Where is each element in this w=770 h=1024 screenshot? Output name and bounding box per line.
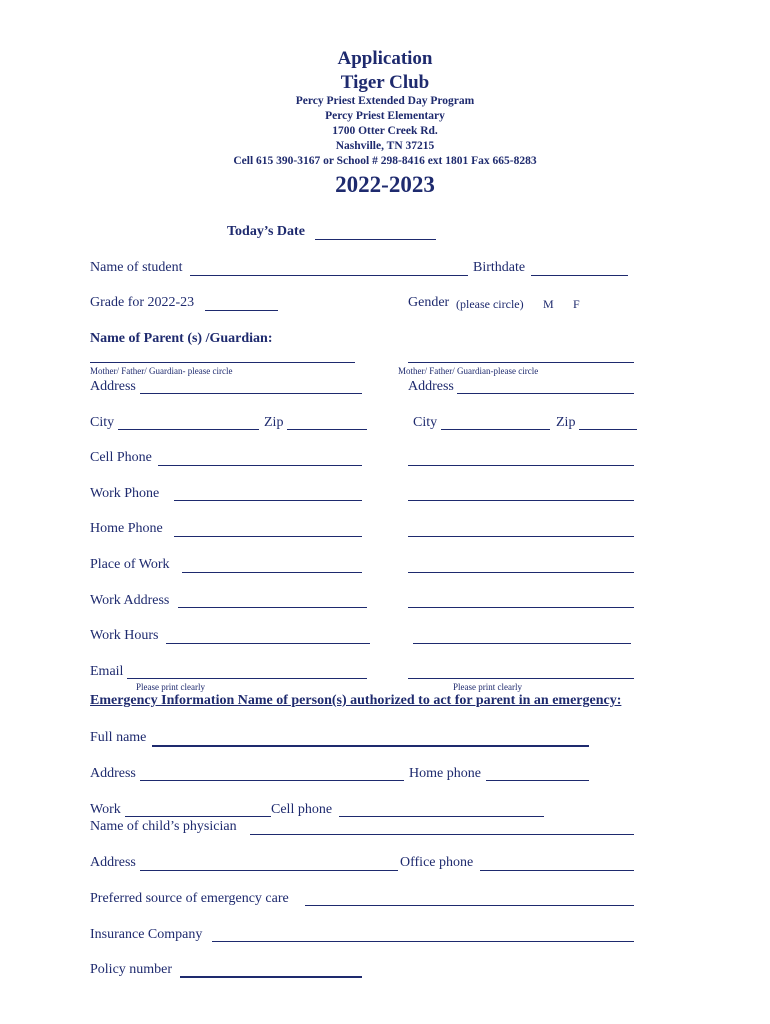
emergency-cell-phone-line[interactable] xyxy=(339,816,544,817)
parent1-work-address-label: Work Address xyxy=(90,593,170,608)
grade-label: Grade for 2022-23 xyxy=(90,295,195,310)
parent2-name-line[interactable] xyxy=(408,362,634,363)
parents-heading: Name of Parent (s) /Guardian: xyxy=(90,331,273,346)
todays-date-line[interactable] xyxy=(315,239,436,240)
insurance-label: Insurance Company xyxy=(90,927,203,942)
emergency-address-line[interactable] xyxy=(140,780,404,781)
emergency-heading: Emergency Information Name of person(s) authorized to act for parent in an emergency: xyxy=(90,693,622,708)
parent2-address-line[interactable] xyxy=(457,393,634,394)
parent2-zip-line[interactable] xyxy=(579,429,637,430)
parent1-city-line[interactable] xyxy=(118,429,259,430)
parent1-place-of-work-label: Place of Work xyxy=(90,557,170,572)
parent1-email-line[interactable] xyxy=(127,678,367,679)
parent1-work-hours-label: Work Hours xyxy=(90,628,159,643)
birthdate-label: Birthdate xyxy=(473,260,526,275)
office-phone-label: Office phone xyxy=(400,855,474,870)
parent2-city-line[interactable] xyxy=(441,429,550,430)
school-year: 2022-2023 xyxy=(335,172,435,197)
todays-date-label: Today’s Date xyxy=(227,224,305,239)
parent1-address-label: Address xyxy=(90,379,136,394)
physician-label: Name of child’s physician xyxy=(90,819,237,834)
policy-number-label: Policy number xyxy=(90,962,173,977)
emergency-cell-phone-label: Cell phone xyxy=(271,802,333,817)
emergency-address-label: Address xyxy=(90,766,136,781)
parent1-work-phone-label: Work Phone xyxy=(90,486,160,501)
gender-note: (please circle) xyxy=(456,297,524,311)
emergency-full-name-label: Full name xyxy=(90,730,147,745)
insurance-line[interactable] xyxy=(212,941,634,942)
parent2-email-line[interactable] xyxy=(408,678,634,679)
emergency-work-label: Work xyxy=(90,802,121,817)
student-name-label: Name of student xyxy=(90,260,183,275)
grade-line[interactable] xyxy=(205,310,278,311)
program-name: Percy Priest Extended Day Program xyxy=(295,95,475,107)
parent1-city-label: City xyxy=(90,415,115,430)
parent2-home-phone-line[interactable] xyxy=(408,536,634,537)
parent2-cell-phone-line[interactable] xyxy=(408,465,634,466)
parent1-home-phone-label: Home Phone xyxy=(90,521,163,536)
gender-label: Gender xyxy=(408,295,450,310)
gender-option-m[interactable]: M xyxy=(543,297,554,311)
emergency-work-line[interactable] xyxy=(125,816,271,817)
school-street: 1700 Otter Creek Rd. xyxy=(332,125,438,137)
parent1-zip-label: Zip xyxy=(264,415,284,430)
title-tiger-club: Tiger Club xyxy=(340,72,430,93)
parent2-place-of-work-line[interactable] xyxy=(408,572,634,573)
parent2-work-phone-line[interactable] xyxy=(408,500,634,501)
title-application: Application xyxy=(337,48,433,69)
emergency-home-phone-line[interactable] xyxy=(486,780,589,781)
parent1-cell-phone-label: Cell Phone xyxy=(90,450,152,465)
parent1-address-line[interactable] xyxy=(140,393,362,394)
policy-number-line[interactable] xyxy=(180,976,362,978)
parent1-print-note: Please print clearly xyxy=(136,682,205,692)
parent2-relation-note: Mother/ Father/ Guardian-please circle xyxy=(398,366,539,376)
emergency-care-line[interactable] xyxy=(305,905,634,906)
parent1-relation-note: Mother/ Father/ Guardian- please circle xyxy=(90,366,233,376)
parent1-cell-phone-line[interactable] xyxy=(158,465,362,466)
physician-line[interactable] xyxy=(250,834,634,835)
gender-option-f[interactable]: F xyxy=(573,297,580,311)
office-phone-line[interactable] xyxy=(480,870,634,871)
school-name: Percy Priest Elementary xyxy=(325,110,445,122)
physician-address-line[interactable] xyxy=(140,870,398,871)
parent1-work-phone-line[interactable] xyxy=(174,500,362,501)
parent2-address-label: Address xyxy=(408,379,454,394)
student-name-line[interactable] xyxy=(190,275,468,276)
birthdate-line[interactable] xyxy=(531,275,628,276)
physician-address-label: Address xyxy=(90,855,136,870)
parent2-city-label: City xyxy=(413,415,438,430)
emergency-care-label: Preferred source of emergency care xyxy=(90,891,289,906)
parent2-work-hours-line[interactable] xyxy=(413,643,631,644)
parent2-zip-label: Zip xyxy=(556,415,576,430)
parent1-place-of-work-line[interactable] xyxy=(182,572,362,573)
parent1-zip-line[interactable] xyxy=(287,429,367,430)
parent2-print-note: Please print clearly xyxy=(453,682,522,692)
parent1-email-label: Email xyxy=(90,664,124,679)
school-city-state: Nashville, TN 37215 xyxy=(335,140,435,152)
contact-info: Cell 615 390-3167 or School # 298-8416 ext 1801 Fax 665-8283 xyxy=(233,155,537,167)
parent1-work-address-line[interactable] xyxy=(178,607,367,608)
parent1-work-hours-line[interactable] xyxy=(166,643,370,644)
emergency-home-phone-label: Home phone xyxy=(409,766,481,781)
parent1-home-phone-line[interactable] xyxy=(174,536,362,537)
parent2-work-address-line[interactable] xyxy=(408,607,634,608)
parent1-name-line[interactable] xyxy=(90,362,355,363)
emergency-full-name-line[interactable] xyxy=(152,745,589,747)
